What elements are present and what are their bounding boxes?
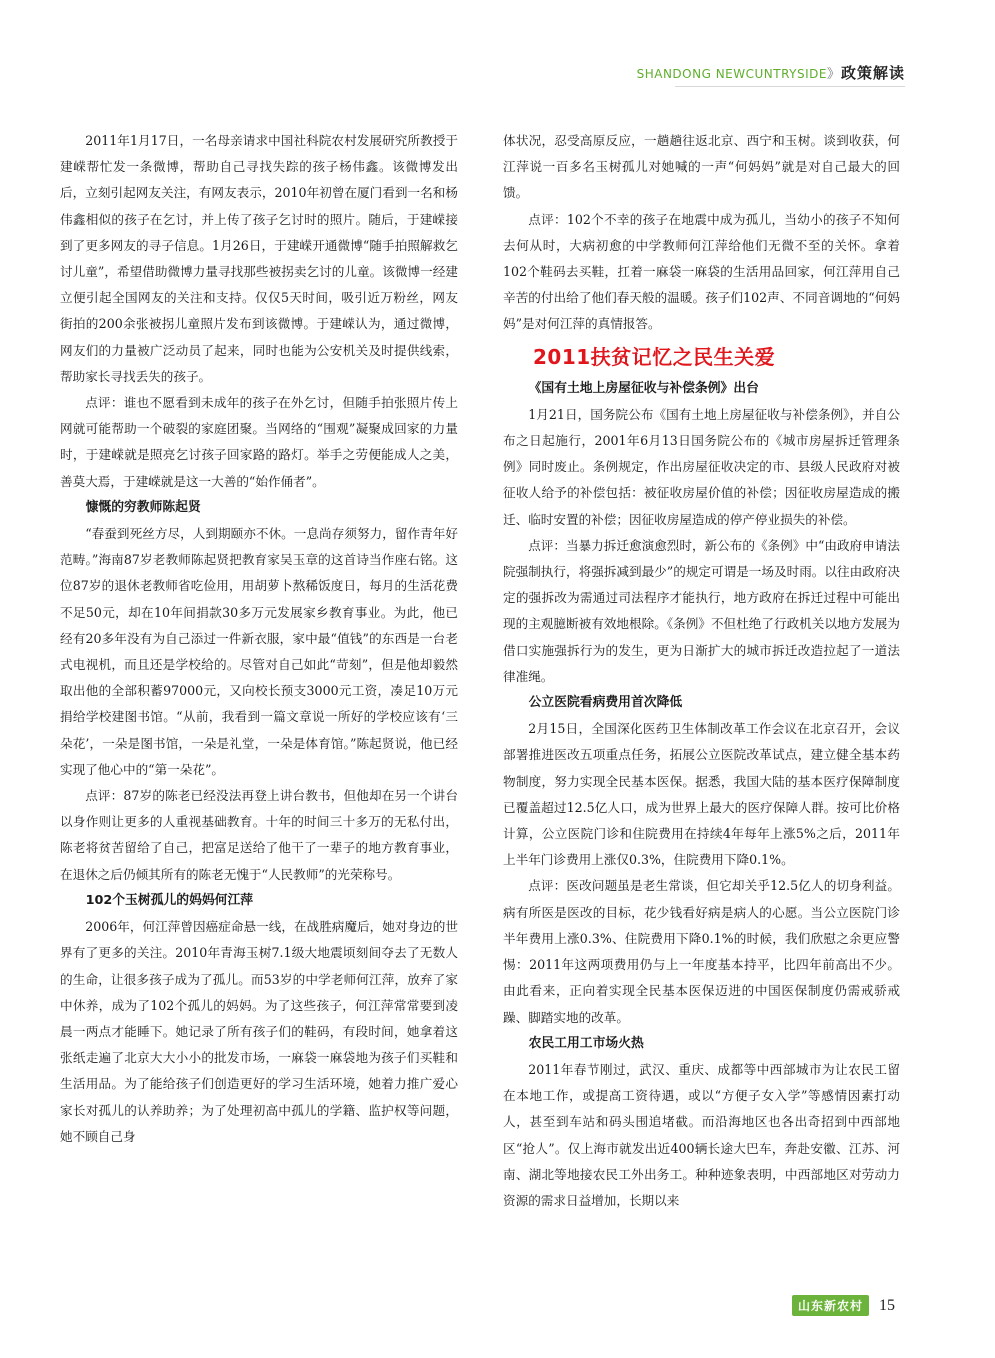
subheading: 慷慨的穷教师陈起贤 — [85, 499, 201, 515]
magazine-logo: 山东新农村 — [792, 1295, 869, 1316]
page-number: 15 — [879, 1296, 895, 1314]
paragraph: 1月21日，国务院公布《国有土地上房屋征收与补偿条例》，并自公布之日起施行，2001年6月13日国务院公布的《城市房屋拆迁管理条例》同时废止。条例规定，作出房屋征收决定的市、县级人民政府对被征收人给予的补偿包括：被征收房屋价值的补偿；因征收房屋造成的搬迁、临时安置的补偿；因征收房屋造成的停产停业损失的补偿。 — [503, 406, 900, 527]
subheading: 《国有土地上房屋征收与补偿条例》出台 — [528, 380, 759, 396]
paragraph: 点评：当暴力拆迁愈演愈烈时，新公布的《条例》中“由政府申请法院强制执行，将强拆减到最少”的规定可谓是一场及时雨。以往由政府决定的强拆改为需通过司法程序才能执行，地方政府在拆迁过程中可能出现的主观臆断被有效地根除。《条例》不但杜绝了行政机关以地方发展为借口实施强拆行为的发生，更为日渐扩大的城市拆迁改造拉起了一道法律准绳。 — [503, 537, 900, 684]
paragraph: 体状况，忍受高原反应，一趟趟往返北京、西宁和玉树。谈到收获，何江萍说一百多名玉树孤儿对她喊的一声“何妈妈”就是对自己最大的回馈。 — [503, 133, 900, 201]
right-column — [503, 128, 900, 1214]
running-header — [637, 62, 905, 83]
paragraph: 点评：谁也不愿看到未成年的孩子在外乞讨，但随手拍张照片传上网就可能帮助一个破裂的家庭团聚。当网络的“围观”凝聚成回家的力量时，于建嵘就是照亮乞讨孩子回家路的路灯。举手之劳便能成人之美，善莫大焉，于建嵘就是这一大善的“始作俑者”。 — [60, 395, 458, 489]
header-english: SHANDONG NEWCUNTRYSIDE — [636, 67, 827, 81]
paragraph: 2011年春节刚过，武汉、重庆、成都等中西部城市为让农民工留在本地工作，或提高工资待遇，或以“方便子女入学”等感情因素打动人，甚至到车站和码头围追堵截。而沿海地区也各出奇招到中西部地区“抢人”。仅上海市就发出近400辆长途大巴车，奔赴安徽、江苏、河南、湖北等地接农民工外出务工。种种迹象表明，中西部地区对劳动力资源的需求日益增加，长期以来 — [503, 1061, 900, 1208]
paragraph: 2006年，何江萍曾因癌症命悬一线，在战胜病魔后，她对身边的世界有了更多的关注。2010年青海玉树7.1级大地震顷刻间夺去了无数人的生命，让很多孩子成为了孤儿。而53岁的中学老师何江萍，放弃了家中休养，成为了102个孤儿的妈妈。为了这些孩子，何江萍常常要到凌晨一两点才能睡下。她记录了所有孩子们的鞋码，有段时间，她拿着这张纸走遍了北京大大小小的批发市场，一麻袋一麻袋地为孩子们买鞋和生活用品。为了能给孩子们创造更好的学习生活环境，她着力推广爱心家长对孤儿的认养助养；为了处理初高中孤儿的学籍、监护权等问题，她不顾自己身 — [60, 919, 458, 1144]
paragraph: 点评：102个不幸的孩子在地震中成为孤儿，当幼小的孩子不知何去何从时，大病初愈的中学教师何江萍给他们无微不至的关怀。拿着102个鞋码去买鞋，扛着一麻袋一麻袋的生活用品回家，何江萍用自己辛苦的付出给了他们春天般的温暖。孩子们102声、不同音调地的“何妈妈”是对何江萍的真情报答。 — [503, 211, 900, 332]
left-column — [60, 128, 458, 1150]
subheading: 农民工用工市场火热 — [528, 1035, 644, 1051]
section-title: 2011扶贫记忆之民生关爱 — [533, 344, 776, 369]
header-separator: 》 — [826, 67, 841, 82]
page-footer — [792, 1295, 895, 1316]
subheading: 公立医院看病费用首次降低 — [528, 695, 683, 711]
paragraph: 点评：医改问题虽是老生常谈，但它却关乎12.5亿人的切身利益。病有所医是医改的目标，花少钱看好病是病人的心愿。当公立医院门诊半年费用上涨0.3%、住院费用下降0.1%的时候，我们欣慰之余更应警惕：2011年这两项费用仍与上一年度基本持平，比四年前高出不少。由此看来，正向着实现全民基本医保迈进的中国医保制度仍需戒骄戒躁、脚踏实地的改革。 — [503, 878, 900, 1025]
paragraph: “春蚕到死丝方尽，人到期颐亦不休。一息尚存须努力，留作青年好范畴。”海南87岁老教师陈起贤把教育家吴玉章的这首诗当作座右铭。这位87岁的退休老教师省吃俭用，用胡萝卜熬稀饭度日，每月的生活花费不足50元，却在10年间捐款30多万元发展家乡教育事业。为此，他已经有20多年没有为自己添过一件新衣服，家中最“值钱”的东西是一台老式电视机，而且还是学校给的。尽管对自己如此“苛刻”，但是他却毅然取出他的全部积蓄97000元，又向校长预支3000元工资，凑足10万元捐给学校建图书馆。“从前，我看到一篇文章说一所好的学校应该有‘三朵花’，一朵是图书馆，一朵是礼堂，一朵是体育馆。”陈起贤说，他已经实现了他心中的“第一朵花”。 — [60, 526, 458, 777]
header-section: 政策解读 — [840, 64, 905, 82]
paragraph: 点评：87岁的陈老已经没法再登上讲台教书，但他却在另一个讲台以身作则让更多的人重视基础教育。十年的时间三十多万的无私付出，陈老将贫苦留给了自己，把富足送给了他干了一辈子的地方教育事业，在退休之后仍倾其所有的陈老无愧于“人民教师”的光荣称号。 — [60, 788, 458, 882]
paragraph: 2011年1月17日，一名母亲请求中国社科院农村发展研究所教授于建嵘帮忙发一条微博，帮助自己寻找失踪的孩子杨伟鑫。该微博发出后，立刻引起网友关注，有网友表示，2010年初曾在厦门看到一名和杨伟鑫相似的孩子在乞讨，并上传了孩子乞讨时的照片。随后，于建嵘接到了更多网友的寻子信息。1月26日，于建嵘开通微博“随手拍照解救乞讨儿童”，希望借助微博力量寻找那些被拐卖乞讨的儿童。该微博一经建立便引起全国网友的关注和支持。仅仅5天时间，吸引近万粉丝，网友街拍的200余张被拐儿童照片发布到该微博。于建嵘认为，通过微博，网友们的力量被广泛动员了起来，同时也能为公安机关及时提供线索，帮助家长寻找丢失的孩子。 — [60, 133, 458, 384]
subheading: 102个玉树孤儿的妈妈何江萍 — [85, 892, 254, 908]
paragraph: 2月15日，全国深化医药卫生体制改革工作会议在北京召开，会议部署推进医改五项重点任务，拓展公立医院改革试点，建立健全基本药物制度，努力实现全民基本医保。据悉，我国大陆的基本医疗保障制度已覆盖超过12.5亿人口，成为世界上最大的医疗保障人群。按可比价格计算，公立医院门诊和住院费用在持续4年每年上涨5%之后，2011年上半年门诊费用上涨仅0.3%，住院费用下降0.1%。 — [503, 721, 900, 868]
header-rule — [675, 86, 905, 87]
